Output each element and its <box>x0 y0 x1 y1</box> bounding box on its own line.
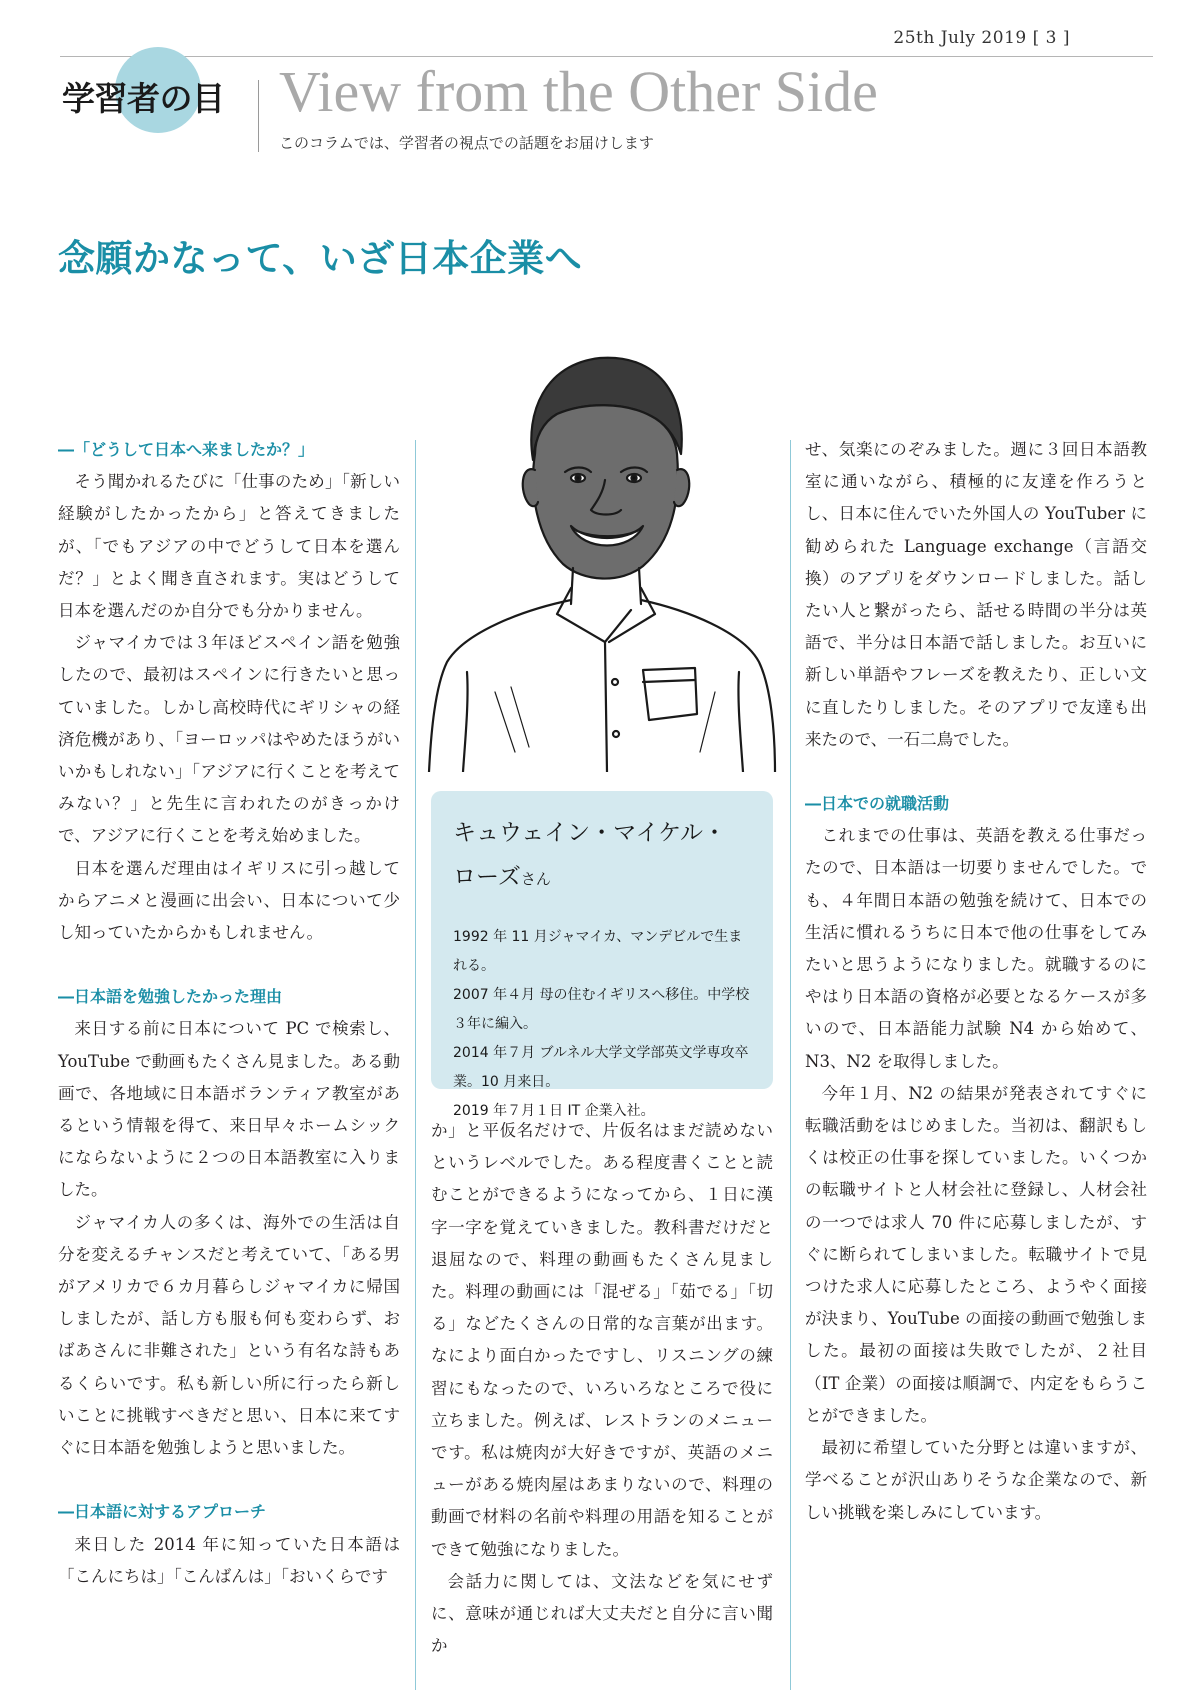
column-title: 学習者の目 <box>62 79 225 118</box>
article-column-1 <box>58 434 400 1593</box>
profile-name <box>453 811 753 901</box>
profile-box <box>431 791 773 1119</box>
column-divider <box>258 80 259 152</box>
paragraph: 来日した 2014 年に知っていた日本語は「こんにちは」「こんばんは」「おいくらです <box>58 1534 400 1586</box>
paragraph: 最初に希望していた分野とは違いますが、学べることが沢山ありそうな企業なので、新しい挑戦を楽しみにしています。 <box>805 1438 1147 1522</box>
paragraph: 日本を選んだ理由はイギリスに引っ越してからアニメと漫画に出会い、日本について少し知っていたからかもしれません。 <box>58 858 400 943</box>
article-column-2 <box>431 1115 773 1662</box>
paragraph: ジャマイカ人の多くは、海外での生活は自分を変えるチャンスだと考えていて、「ある男がアメリカで６カ月暮らしジャマイカに帰国しましたが、話し方も服も何も変わらず、おばあさんに非難された」という有名な詩もあるくらいです。私も新しい所に行ったら新しいことに挑戦すべきだと思い、日本に来てすぐに日本語を勉強しようと思いました。 <box>58 1212 401 1458</box>
paragraph: これまでの仕事は、英語を教える仕事だったので、日本語は一切要りませんでした。でも、４年間日本語の勉強を続けて、日本での生活に慣れるうちに日本で他の仕事をしてみたいと思うようになりました。就職するのにやはり日本語の資格が必要となるケースが多いので、日本語能力試験 N4 から始めて、N3、N2 を取得しました。 <box>805 826 1147 1071</box>
column-title-english: View from the Other Side <box>279 59 878 124</box>
section-heading: ―日本での就職活動 <box>805 794 950 814</box>
profile-honorific: さん <box>520 870 551 888</box>
profile-name-line1: キュウェイン・マイケル・ <box>453 820 727 846</box>
section-heading: ―日本語を勉強したかった理由 <box>58 987 283 1007</box>
header-rule <box>60 56 1153 57</box>
profile-bio <box>453 923 753 1126</box>
section-heading: ―日本語に対するアプローチ <box>58 1502 267 1522</box>
bio-line: 1992 年 11 月ジャマイカ、マンデビルで生まれる。 <box>453 929 743 974</box>
paragraph: そう聞かれるたびに「仕事のため」「新しい経験がしたかったから」と答えてきましたが、「でもアジアの中でどうして日本を選んだ？」とよく聞き直されます。実はどうして日本を選んだのか自分でも分かりません。 <box>58 472 400 621</box>
paragraph: ジャマイカでは３年ほどスペイン語を勉強したので、最初はスペインに行きたいと思っていました。しかし高校時代にギリシャの経済危機があり、「ヨーロッパはやめたほうがいいかもしれない」「アジアに行くことを考えてみない？」と先生に言われたのがきっかけで、アジアに行くことを考え始めました。 <box>58 633 400 846</box>
paragraph: 会話力に関しては、文法などを気にせずに、意味が通じれば大丈夫だと自分に言い聞か <box>431 1571 774 1656</box>
section-heading: ―「どうして日本へ来ましたか？」 <box>58 440 315 459</box>
portrait-illustration <box>425 342 777 772</box>
article-column-3 <box>805 434 1147 1529</box>
column-rule-left <box>415 440 416 1690</box>
paragraph: 来日する前に日本について PC で検索し、YouTube で動画もたくさん見ました。ある動画で、各地域に日本語ボランティア教室があるという情報を得て、来日早々ホームシックにならないように２つの日本語教室に入りました。 <box>58 1019 401 1200</box>
bio-line: 2014 年７月 ブルネル大学文学部英文学専攻卒業。10 月来日。 <box>453 1045 749 1090</box>
bio-line: 2019 年７月１日 IT 企業入社。 <box>453 1103 655 1119</box>
paragraph: か」と平仮名だけで、片仮名はまだ読めないというレベルでした。ある程度書くことと読むことができるようになってから、１日に漢字一字を覚えていきました。教科書だけだと退屈なので、料理の動画もたくさん見ました。料理の動画には「混ぜる」「茹でる」「切る」などたくさんの日常的な言葉が出ます。なにより面白かったですし、リスニングの練習にもなったので、いろいろなところで役に立ちました。例えば、レストランのメニューです。私は焼肉が大好きですが、英語のメニューがある焼肉屋はあまりないので、料理の動画で材料の名前や料理の用語を知ることができて勉強になりました。 <box>431 1121 774 1559</box>
profile-name-line2: ローズ <box>453 864 521 890</box>
dateline: 25th July 2019 [ 3 ] <box>893 28 1070 48</box>
paragraph: せ、気楽にのぞみました。週に３回日本語教室に通いながら、積極的に友達を作ろうとし、日本に住んでいた外国人の YouTuber に勧められた Language exchange（言語交換）のアプリをダウンロードしました。話したい人と繋がったら、話せる時間の半分は英語で、半分は日本語で話しました。お互いに新しい単語やフレーズを教えたり、正しい文に直したりしました。そのアプリで友達も出来たので、一石二鳥でした。 <box>805 440 1147 749</box>
paragraph: 今年１月、N2 の結果が発表されてすぐに転職活動をはじめました。当初は、翻訳もしくは校正の仕事を探していました。いくつかの転職サイトと人材会社に登録し、人材会社の一つでは求人 70 件に応募しましたが、すぐに断られてしまいました。転職サイトで見つけた求人に応募したところ、ようやく面接が決まり、YouTube の面接の動画で勉強しました。最初の面接は失敗でしたが、２社目（IT 企業）の面接は順調で、内定をもらうことができました。 <box>805 1083 1147 1425</box>
column-subtitle: このコラムでは、学習者の視点での話題をお届けします <box>279 134 654 152</box>
bio-line: 2007 年４月 母の住むイギリスへ移住。中学校３年に編入。 <box>453 987 750 1032</box>
article-title: 念願かなって、いざ日本企業へ <box>58 237 583 280</box>
column-rule-right <box>790 440 791 1690</box>
